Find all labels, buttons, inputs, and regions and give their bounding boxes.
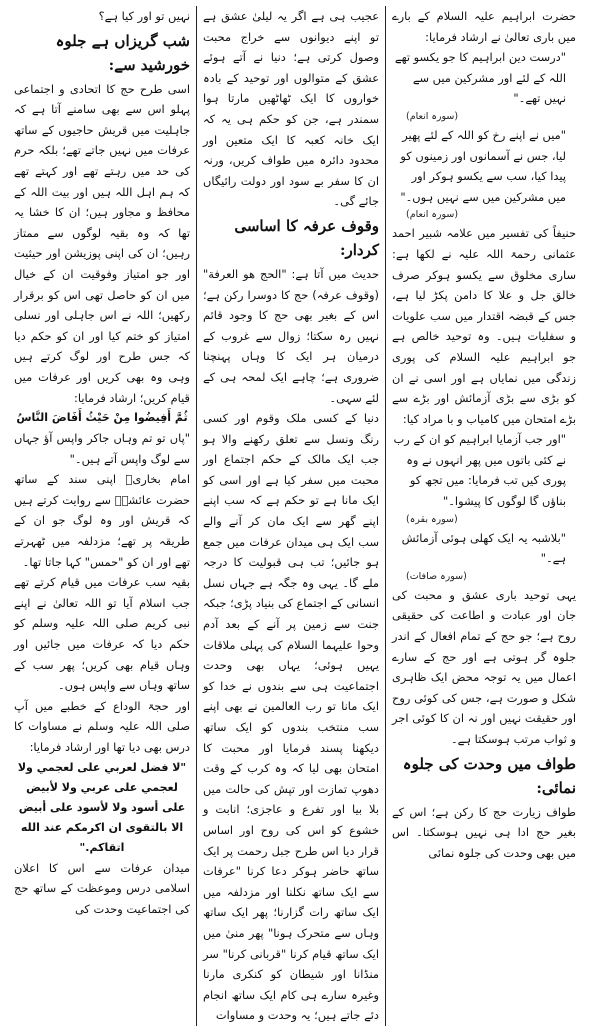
paragraph: امام بخاریؒ اپنی سند کے ساتھ حضرت عائشہؓ سے روایت کرتے ہیں کہ قریش اور وہ لوگ جو ان کے طریقہ پر تھے؛ مزدلفہ میں ٹھہرتے تھے اور ان کو "حمس" کہا جاتا تھا۔ — [14, 472, 190, 569]
quran-quote: "اور جب آزمایا ابراہیم کو ان کے رب نے کئی باتوں میں پھر انہوں نے وہ پوری کیں تب فرمایا: میں تجھ کو بناؤں گا لوگوں کا پیشوا۔" — [393, 432, 566, 509]
paragraph: عجیب ہی ہے اگر یہ لیلیٰ عشق ہے تو اپنے دیوانوں سے خراج محبت وصول کرتی ہے؛ دنیا نے آتے ہوئے عشق کے متوالوں اور توحید کے بادہ خواروں کا ایک ٹھاٹھیں مارتا ہوا سمندر ہے، جن کو حکم ہی یہ کہ ایک خانہ کعبہ کا ایک متعین اور محدود دائرہ میں طواف کریں، ورنہ ان کا سفر بے سود اور دولت رائیگاں جائے گی۔ — [203, 9, 379, 209]
arabic-verse: ثُمَّ أَفِيضُوا مِنْ حَيْثُ أَفَاضَ النَّاسُ — [16, 411, 188, 425]
paragraph: حضرت ابراہیم علیہ السلام کے بارے میں باری تعالیٰ نے ارشاد فرمایا: — [392, 9, 576, 44]
paragraph: نہیں تو اور کیا ہے؟ — [98, 9, 190, 23]
section-heading: طواف میں وحدت کی جلوہ نمائی: — [402, 754, 576, 797]
section-heading: شب گریزاں ہے جلوہ خورشید سے: — [55, 31, 190, 74]
quran-quote: "درست دین ابراہیم کا جو یکسو تھے اللہ کے لئے اور مشرکین میں سے نہیں تھے۔" — [394, 50, 566, 106]
surah-reference: (سورہ انعام) — [406, 209, 459, 221]
quran-quote: "بلاشبہ یہ ایک کھلی ہوئی آزمائش ہے۔" — [401, 530, 566, 566]
column-right — [386, 6, 582, 1026]
paragraph: بقیہ سب عرفات میں قیام کرتے تھے جب اسلام آیا تو اللہ تعالیٰ نے اپنے نبی کریم صلی اللہ علیہ وسلم کو حکم دیا کہ عرفات میں جائیں اور وہاں قیام بھی کریں؛ پھر سب کے ساتھ وہاں سے واپس ہوں۔ — [14, 575, 190, 693]
paragraph: طواف زیارت حج کا رکن ہے؛ اس کے بغیر حج ادا ہی نہیں ہوسکتا۔ اس میں بھی وحدت کی جلوہ نمائی — [392, 804, 576, 860]
paragraph: اور حجۃ الوداع کے خطبے میں آپ صلی اللہ علیہ وسلم نے مساوات کا درس بھی دیا تھا اور ارشاد فرمایا: — [14, 698, 190, 754]
paragraph: "پاں تو تم وہاں جاکر واپس آؤ جہاں سے لوگ واپس آتے ہیں۔" — [14, 431, 190, 466]
paragraph: میدان عرفات سے اس کا اعلان اسلامی درس وموعظت کے ساتھ حج کی اجتماعیت وحدت کی — [14, 860, 190, 916]
surah-reference: (سورہ انعام) — [406, 110, 459, 122]
arabic-hadith: "لا فضل لعربي على لعجمي ولا لعجمي على عربي ولا لأبيض على أسود ولا لأسود على أبيض الا بالتقوى ان اكرمكم عند الله اتقاكم." — [17, 760, 187, 854]
surah-reference: (سورہ صافات) — [406, 570, 467, 582]
column-left — [8, 6, 196, 1026]
paragraph: حنیفاً کی تفسیر میں علامہ شبیر احمد عثمانی رحمۃ اللہ علیہ نے لکھا ہے: ساری مخلوق سے یکسو ہوکر صرف خالق جل و علا کا دامن پکڑ لیا ہے، جس کے قبضہ اقتدار میں سب علویات و سفلیات ہیں۔ وہ توحید خالص ہے جو ابراہیم علیہ السلام کی پوری زندگی میں نمایاں ہے اور اسی نے ان کو بڑی سے بڑی آزمائش اور بڑے سے بڑے امتحان میں کامیاب و با مراد کیا: — [392, 226, 576, 426]
column-middle — [196, 6, 386, 1026]
paragraph: اسی طرح حج کا اتحادی و اجتماعی پہلو اس سے بھی سامنے آتا ہے کہ جاہلیت میں قریش حاجیوں کے ساتھ عرفات میں نہیں جاتے تھے؛ بلکہ حرم کی حد میں رہتے تھے اور کہتے تھے کہ ہم اہل اللہ ہیں اور بیت اللہ کے محافظ و مجاور ہیں؛ ان کا خشا یہ تھا کہ وہ بقیہ لوگوں سے ممتاز رہیں؛ ان کی اپنی پوزیشن اور حیثیت اور جو امتیاز وفوقیت ان کے خیال میں ان کو حاصل تھی اس کو برقرار رکھیں؛ اللہ نے اس جاہلی اور نسلی امتیاز کو ختم کیا اور ان کو حکم دیا کہ جس طرح اور لوگ کرتے ہیں وہی وہ بھی کریں اور عرفات میں قیام کریں؛ ارشاد فرمایا: — [14, 81, 190, 405]
quran-quote: "میں نے اپنے رخ کو اللہ کے لئے پھیر لیا، جس نے آسمانوں اور زمینوں کو پیدا کیا، سب سے یکسو ہوکر اور میں مشرکین میں سے نہیں ہوں۔" — [400, 127, 566, 204]
surah-reference: (سورہ بقرہ) — [406, 513, 458, 525]
section-heading: وقوف عرفہ کا اساسی کردار: — [234, 216, 379, 259]
paragraph: حدیث میں آتا ہے: "الحج هو العرفة" (وقوف عرفہ) حج کا دوسرا رکن ہے؛ اس کے بغیر بھی حج کا وجود قائم نہیں رہ سکتا؛ زوال سے غروب کے درمیان ہر ایک کا وہاں پہنچنا ضروری ہے؛ چاہے ایک لمحہ ہی کے لئے سہی۔ — [203, 266, 379, 405]
paragraph: یہی توحید باری عشق و محبت کی جان اور عبادت و اطاعت کی حقیقی روح ہے؛ جو حج کے تمام افعال کے اندر جلوہ گر ہوتی ہے اور حج کے سارے اعمال میں یہ توجہ محض ایک ظاہری شکل و صورت ہے، جس کی کوئی روح اور حقیقت نہیں اور نہ ان کا کوئی اجر و ثواب مرتب ہوسکتا ہے۔ — [392, 587, 576, 746]
paragraph: دنیا کے کسی ملک وقوم اور کسی رنگ ونسل سے تعلق رکھنے والا ہو جب ایک مالک کے حکم اجتماع اور محبت میں سفر کیا ہے اور اسی کو ایک مانا ہے تو حکم ہے کہ سب اپنے اپنے گھر سے ایک مان کر آنے والے سب ایک ہی میدان عرفات میں جمع ہو جائیں؛ تب ہی قبولیت کا درجہ ملے گا۔ یہی وہ جگہ ہے جہاں نسل انسانی کے اجتماع کی بنیاد پڑی؛ جبکہ جنت سے زمین پر آنے کے بعد آدم وحوا علیہما السلام کی پہلی ملاقات یہیں ہوئی؛ یہاں بھی وحدت اجتماعیت ہی سے بندوں نے خدا کو ایک مانا تو رب العالمین نے بھی اپنے سب منتخب بندوں کو ایک ساتھ دیکھنا پسند فرمایا اور محبت کا امتحان بھی لیا کہ وہ کرب کے وقت دھوپ تمازت اور تپش کی حالت میں بلا بیا اور تفرع و عاجزی؛ انابت و خشوع کو اس کی روح اور اساس قرار دیا اس طرح جبل رحمت پر ایک ساتھ حاضر ہوکر دعا کرنا "عرفات سے ایک ساتھ نکلنا اور مزدلفہ میں ایک ساتھ رات گزارنا؛ پھر ایک ساتھ وہاں سے متحرک ہونا" پھر منیٰ میں ایک ساتھ قیام کرنا "قربانی کرنا" سر منڈانا اور شیطان کو کنکری مارنا وغیرہ سارے ہی کام ایک ساتھ انجام دئے جاتے ہیں؛ یہ وحدت و مساوات — [203, 411, 379, 1023]
